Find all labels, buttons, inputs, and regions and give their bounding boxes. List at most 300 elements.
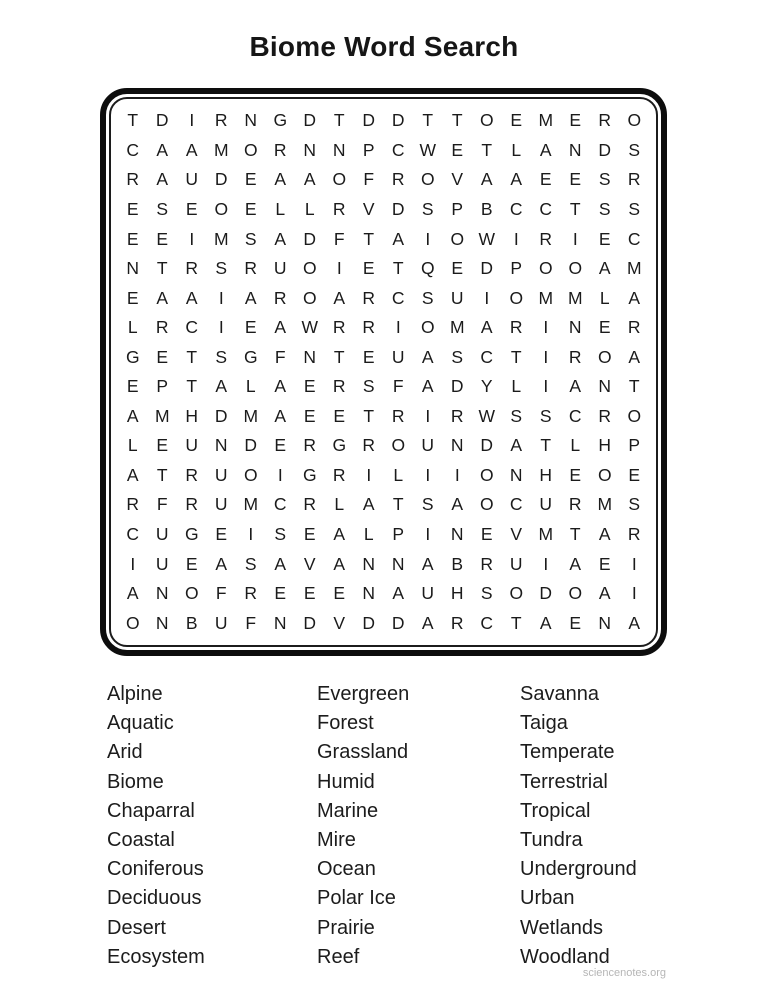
grid-letter: E [362, 258, 375, 279]
grid-letter: U [155, 553, 169, 574]
grid-letter: A [510, 169, 523, 190]
grid-letter: C [539, 198, 553, 219]
grid-letter: F [392, 376, 404, 397]
grid-letter: A [539, 139, 552, 160]
grid-letter: T [127, 110, 139, 131]
grid-letter: A [333, 553, 346, 574]
grid-letter: A [451, 494, 464, 515]
grid-letter: T [451, 110, 463, 131]
grid-letter: A [421, 553, 434, 574]
word-list-item: Taiga [520, 712, 568, 735]
grid-letter: V [333, 612, 346, 633]
grid-letter: A [303, 169, 316, 190]
grid-letter: U [155, 524, 169, 544]
word-list-item: Desert [107, 916, 166, 939]
grid-letter: U [509, 553, 523, 574]
grid-letter: S [628, 139, 641, 160]
grid-letter: A [539, 612, 552, 633]
grid-letter: U [421, 583, 435, 604]
grid-letter: E [628, 464, 641, 485]
grid-letter: R [332, 198, 346, 219]
grid-letter: N [450, 524, 464, 544]
grid-letter: E [156, 228, 169, 249]
grid-letter: T [422, 110, 434, 131]
grid-letter: R [126, 169, 140, 190]
grid-letter: G [332, 435, 347, 456]
footer-credit: sciencenotes.org [582, 967, 666, 979]
grid-letter: M [154, 405, 170, 426]
grid-letter: N [303, 139, 317, 160]
grid-letter: A [274, 405, 287, 426]
grid-letter: A [126, 405, 139, 426]
word-list [0, 680, 768, 975]
grid-letter: M [213, 228, 229, 249]
grid-letter: N [598, 376, 612, 397]
grid-letter: A [274, 553, 287, 574]
grid-letter: A [333, 287, 346, 308]
grid-letter: S [598, 198, 611, 219]
grid-letter: E [569, 612, 582, 633]
grid-letter: D [598, 139, 612, 160]
grid-letter: E [126, 376, 139, 397]
grid-letter: I [425, 524, 431, 544]
word-list-item: Wetlands [520, 916, 604, 939]
grid-letter: C [509, 494, 523, 515]
grid-letter: O [332, 169, 347, 190]
grid-letter: E [510, 110, 523, 131]
grid-letter: O [420, 317, 435, 338]
grid-letter: A [274, 376, 287, 397]
grid-letter: A [480, 169, 493, 190]
grid-letter: I [572, 228, 578, 249]
grid-letter: P [156, 376, 169, 397]
grid-letter: I [189, 228, 195, 249]
grid-letter: A [392, 228, 405, 249]
grid-letter: C [480, 612, 494, 633]
grid-letter: I [543, 346, 549, 367]
grid-letter: F [274, 346, 286, 367]
grid-letter: O [479, 464, 494, 485]
word-list-item: Biome [107, 770, 164, 793]
grid-letter: S [421, 198, 434, 219]
grid-letter: D [391, 198, 405, 219]
grid-letter: S [274, 524, 287, 544]
grid-letter: A [421, 346, 434, 367]
grid-letter: U [421, 435, 435, 456]
grid-letter: A [274, 317, 287, 338]
grid-letter: O [184, 583, 199, 604]
grid-letter: O [479, 110, 494, 131]
grid-letter: L [127, 435, 138, 456]
word-list-item: Reef [317, 945, 360, 968]
grid-letter: I [513, 228, 519, 249]
grid-letter: A [598, 583, 611, 604]
word-list-item: Urban [520, 887, 575, 910]
grid-letter: P [362, 139, 375, 160]
grid-letter: C [185, 317, 199, 338]
grid-letter: A [628, 346, 641, 367]
grid-letter: G [184, 524, 199, 544]
grid-letter: P [392, 524, 405, 544]
grid-letter: C [126, 139, 140, 160]
grid-letter: N [509, 464, 523, 485]
grid-letter: L [511, 376, 522, 397]
word-list-item: Ecosystem [107, 945, 205, 968]
grid-letter: D [362, 110, 376, 131]
grid-letter: U [185, 169, 199, 190]
word-list-item: Tundra [520, 829, 583, 852]
grid-letter: S [451, 346, 464, 367]
grid-letter: U [391, 346, 405, 367]
grid-letter: M [538, 524, 554, 544]
grid-letter: E [333, 583, 346, 604]
grid-letter: P [510, 258, 523, 279]
grid-letter: V [510, 524, 523, 544]
grid-letter: R [185, 464, 199, 485]
grid-letter: O [509, 583, 524, 604]
grid-letter: S [244, 228, 257, 249]
grid-letter: T [569, 198, 581, 219]
grid-letter: I [395, 317, 401, 338]
grid-letter: T [481, 139, 493, 160]
grid-letter: T [392, 258, 404, 279]
grid-letter: F [215, 583, 227, 604]
grid-letter: F [363, 169, 375, 190]
grid-letter: N [568, 139, 582, 160]
grid-letter: A [333, 524, 346, 544]
grid-letter: A [126, 583, 139, 604]
grid-letter: R [627, 524, 641, 544]
grid-letter: O [627, 405, 642, 426]
grid-letter: I [248, 524, 254, 544]
grid-letter: A [569, 553, 582, 574]
grid-letter: C [391, 139, 405, 160]
grid-letter: U [214, 464, 228, 485]
grid-letter: I [218, 287, 224, 308]
grid-letter: I [543, 553, 549, 574]
grid-letter: N [391, 553, 405, 574]
grid-letter: I [189, 110, 195, 131]
grid-letter: N [332, 139, 346, 160]
grid-letter: A [274, 169, 287, 190]
grid-letter: D [244, 435, 258, 456]
grid-letter: N [598, 612, 612, 633]
grid-letter: E [451, 139, 464, 160]
grid-letter: M [449, 317, 465, 338]
grid-letter: I [130, 553, 136, 574]
grid-letter: E [333, 405, 346, 426]
word-column [317, 680, 409, 972]
grid-letter: E [156, 346, 169, 367]
grid-letter: M [243, 494, 259, 515]
grid-letter: A [156, 287, 169, 308]
grid-letter: M [538, 110, 554, 131]
grid-letter: S [628, 198, 641, 219]
grid-letter: E [569, 464, 582, 485]
grid-letter: E [303, 376, 316, 397]
grid-letter: S [215, 258, 228, 279]
grid-letter: G [125, 346, 140, 367]
grid-letter: D [539, 583, 553, 604]
grid-letter: L [275, 198, 286, 219]
grid-letter: R [450, 612, 464, 633]
grid-letter: R [126, 494, 140, 515]
grid-letter: C [391, 287, 405, 308]
grid-letter: D [480, 435, 494, 456]
word-column [520, 680, 637, 972]
grid-letter: E [598, 228, 611, 249]
puzzle-border-outer [100, 88, 667, 656]
grid-letter: A [362, 494, 375, 515]
grid-letter: C [126, 524, 140, 544]
grid-letter: P [451, 198, 464, 219]
grid-letter: R [332, 317, 346, 338]
word-list-item: Terrestrial [520, 770, 608, 793]
grid-letter: E [362, 346, 375, 367]
grid-letter: E [215, 524, 228, 544]
grid-letter: N [244, 110, 258, 131]
grid-letter: E [598, 553, 611, 574]
grid-letter: T [156, 464, 168, 485]
grid-letter: R [273, 139, 287, 160]
grid-letter: G [243, 346, 258, 367]
word-list-item: Grassland [317, 741, 409, 764]
grid-letter: V [451, 169, 464, 190]
grid-letter: O [568, 258, 583, 279]
grid-letter: E [303, 524, 316, 544]
grid-letter: A [215, 376, 228, 397]
grid-letter: N [214, 435, 228, 456]
grid-letter: T [333, 346, 345, 367]
grid-letter: E [126, 287, 139, 308]
grid-letter: R [568, 346, 582, 367]
grid-letter: W [301, 317, 319, 338]
grid-letter: S [215, 346, 228, 367]
grid-letter: N [273, 612, 287, 633]
grid-letter: E [539, 169, 552, 190]
page-title: Biome Word Search [249, 31, 519, 62]
grid-letter: R [362, 287, 376, 308]
grid-letter: U [214, 494, 228, 515]
grid-letter: A [215, 553, 228, 574]
grid-letter: R [244, 583, 258, 604]
grid-letter: R [303, 435, 317, 456]
grid-letter: E [126, 228, 139, 249]
word-list-item: Arid [107, 741, 143, 764]
grid-letter: O [568, 583, 583, 604]
grid-letter: E [244, 198, 257, 219]
grid-letter: E [185, 553, 198, 574]
grid-letter: W [478, 405, 496, 426]
grid-letter: F [156, 494, 168, 515]
grid-letter: E [126, 198, 139, 219]
word-list-item: Evergreen [317, 683, 410, 705]
word-list-item: Temperate [520, 741, 615, 764]
grid-letter: O [420, 169, 435, 190]
grid-letter: O [479, 494, 494, 515]
grid-letter: E [598, 317, 611, 338]
grid-letter: D [303, 228, 317, 249]
grid-letter: N [362, 553, 376, 574]
grid-letter: H [539, 464, 553, 485]
grid-letter: I [425, 228, 431, 249]
grid-letter: T [363, 228, 375, 249]
word-list-item: Mire [317, 829, 356, 852]
grid-letter: I [366, 464, 372, 485]
grid-letter: U [450, 287, 464, 308]
grid-letter: I [631, 553, 637, 574]
grid-letter: E [451, 258, 464, 279]
grid-letter: I [543, 317, 549, 338]
grid-letter: R [214, 110, 228, 131]
grid-letter: A [421, 612, 434, 633]
grid-letter: M [626, 258, 642, 279]
grid-letter: R [627, 169, 641, 190]
grid-letter: A [156, 169, 169, 190]
word-list-item: Chaparral [107, 799, 195, 822]
grid-letter: O [627, 110, 642, 131]
grid-letter: E [303, 583, 316, 604]
grid-letter: R [362, 317, 376, 338]
grid-letter: U [214, 612, 228, 633]
grid-letter: I [425, 405, 431, 426]
grid-letter: O [302, 258, 317, 279]
grid-letter: P [628, 435, 641, 456]
grid-letter: R [273, 287, 287, 308]
grid-letter: U [273, 258, 287, 279]
grid-letter: S [362, 376, 375, 397]
grid-letter: I [543, 376, 549, 397]
grid-letter: F [333, 228, 345, 249]
letter-grid [118, 106, 649, 638]
grid-letter: E [274, 583, 287, 604]
grid-letter: A [421, 376, 434, 397]
grid-letter: T [540, 435, 552, 456]
grid-letter: R [450, 405, 464, 426]
grid-letter: N [126, 258, 140, 279]
grid-letter: I [277, 464, 283, 485]
grid-letter: A [598, 258, 611, 279]
grid-letter: O [597, 464, 612, 485]
grid-letter: E [569, 110, 582, 131]
grid-letter: S [598, 169, 611, 190]
grid-letter: L [363, 524, 374, 544]
grid-letter: A [392, 583, 405, 604]
grid-letter: O [538, 258, 553, 279]
word-list-item: Ocean [317, 858, 376, 881]
grid-letter: D [155, 110, 169, 131]
grid-letter: D [362, 612, 376, 633]
grid-letter: T [333, 110, 345, 131]
grid-letter: I [425, 464, 431, 485]
grid-letter: N [450, 435, 464, 456]
grid-letter: W [419, 139, 437, 160]
grid-letter: W [478, 228, 496, 249]
grid-letter: O [302, 287, 317, 308]
grid-letter: C [627, 228, 641, 249]
grid-letter: L [511, 139, 522, 160]
grid-letter: M [538, 287, 554, 308]
grid-letter: A [628, 287, 641, 308]
word-list-item: Forest [317, 712, 374, 735]
grid-letter: E [244, 317, 257, 338]
grid-letter: T [628, 376, 640, 397]
grid-letter: D [214, 405, 228, 426]
grid-letter: I [218, 317, 224, 338]
grid-letter: T [186, 376, 198, 397]
grid-letter: R [185, 494, 199, 515]
grid-letter: T [156, 258, 168, 279]
word-list-item: Alpine [107, 683, 163, 705]
grid-letter: R [303, 494, 317, 515]
grid-letter: R [568, 494, 582, 515]
grid-letter: C [568, 405, 582, 426]
grid-letter: N [155, 612, 169, 633]
grid-letter: E [274, 435, 287, 456]
grid-letter: O [509, 287, 524, 308]
grid-letter: T [186, 346, 198, 367]
word-list-item: Aquatic [107, 712, 174, 735]
grid-letter: S [156, 198, 169, 219]
grid-letter: E [156, 435, 169, 456]
grid-letter: Q [420, 258, 435, 279]
grid-letter: C [273, 494, 287, 515]
word-list-item: Underground [520, 858, 637, 881]
grid-letter: E [303, 405, 316, 426]
grid-letter: F [245, 612, 257, 633]
grid-letter: S [244, 553, 257, 574]
grid-letter: E [569, 169, 582, 190]
grid-letter: S [480, 583, 493, 604]
grid-letter: H [598, 435, 612, 456]
grid-letter: B [451, 553, 464, 574]
grid-letter: A [274, 228, 287, 249]
grid-letter: T [510, 612, 522, 633]
grid-letter: A [569, 376, 582, 397]
puzzle-border-inner [109, 97, 658, 647]
grid-letter: I [454, 464, 460, 485]
word-list-item: Woodland [520, 945, 610, 968]
grid-letter: R [244, 258, 258, 279]
grid-letter: T [392, 494, 404, 515]
grid-letter: E [185, 198, 198, 219]
grid-letter: C [509, 198, 523, 219]
grid-letter: N [362, 583, 376, 604]
grid-letter: S [510, 405, 523, 426]
grid-letter: R [155, 317, 169, 338]
grid-letter: M [597, 494, 613, 515]
grid-letter: S [539, 405, 552, 426]
grid-letter: A [126, 464, 139, 485]
grid-letter: D [303, 612, 317, 633]
grid-letter: L [127, 317, 138, 338]
grid-letter: R [391, 405, 405, 426]
grid-letter: N [303, 346, 317, 367]
grid-letter: L [334, 494, 345, 515]
grid-letter: R [598, 405, 612, 426]
grid-letter: O [243, 464, 258, 485]
grid-letter: O [597, 346, 612, 367]
grid-letter: T [510, 346, 522, 367]
grid-letter: I [336, 258, 342, 279]
grid-letter: T [569, 524, 581, 544]
grid-letter: A [598, 524, 611, 544]
grid-letter: R [598, 110, 612, 131]
grid-letter: U [539, 494, 553, 515]
grid-letter: I [484, 287, 490, 308]
grid-letter: D [391, 110, 405, 131]
grid-letter: D [214, 169, 228, 190]
